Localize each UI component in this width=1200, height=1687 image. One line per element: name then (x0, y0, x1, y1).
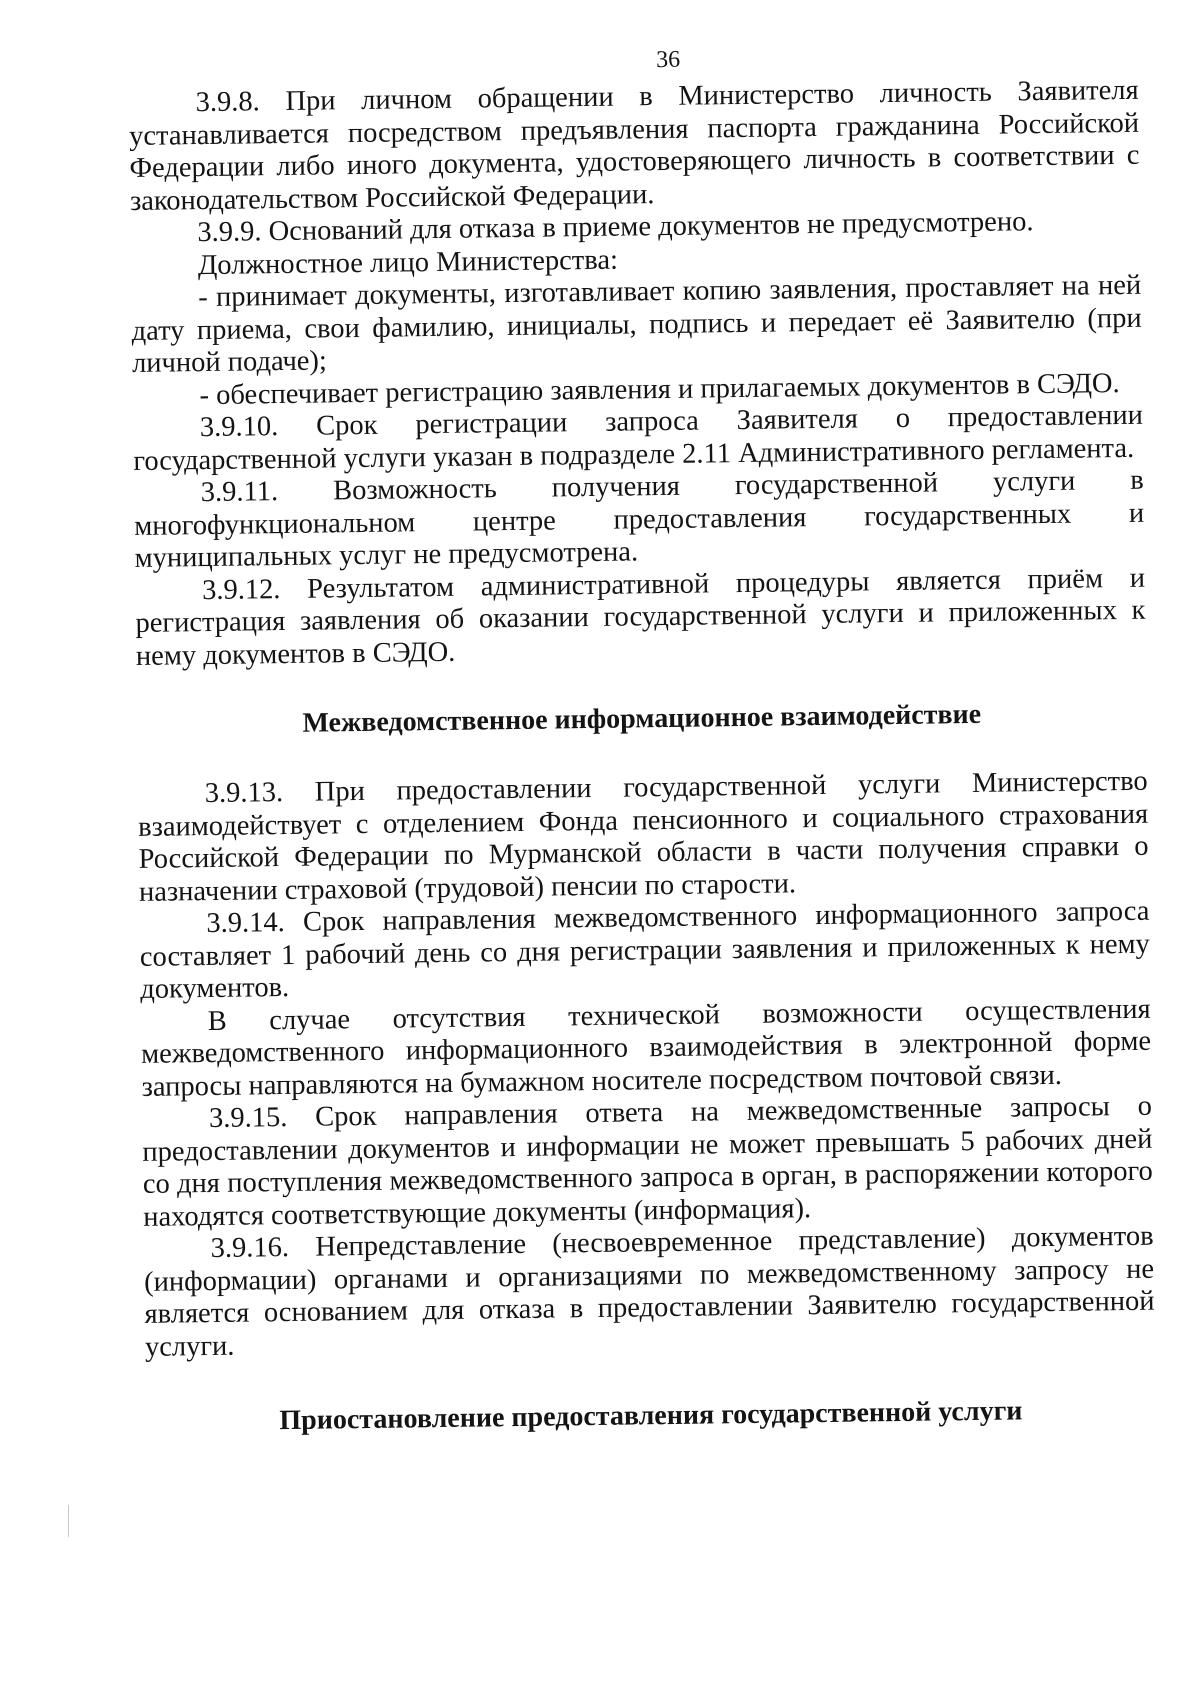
paragraph-official-intro: Должностное лицо Министерства: (197, 244, 619, 281)
paragraph-3-9-12: 3.9.12. Результатом административной процедуры является приём и регистрация заявления об оказании государственной услуги и приложенных к нему документов в СЭДО. (135, 562, 1146, 672)
paragraph-3-9-13: 3.9.13. При предоставлении государственной услуги Министерство взаимодействует с отделением Фонда пенсионного и социального страхования Российской Федерации по Мурманской области в части получения справки о назначении страховой (трудовой) пенсии по старости. (137, 765, 1149, 908)
section-heading-suspension: Приостановление предоставления государственной услуги (279, 1395, 1023, 1437)
paragraph-3-9-9: 3.9.9. Оснований для отказа в приеме документов не предусмотрено. (197, 206, 1034, 249)
paragraph-3-9-10: 3.9.10. Срок регистрации запроса Заявителя о предоставлении государственной услуги указан в подразделе 2.11 Административного регламента. (133, 399, 1144, 477)
paragraph-3-9-15: 3.9.15. Срок направления ответа на межведомственные запросы о предоставлении документов и информации не может превышать 5 рабочих дней со дня поступления межведомственного запроса в орган, в распоряжении которого находятся соответствующие документы (информация). (142, 1090, 1153, 1233)
page-number: 36 (656, 46, 681, 74)
scan-artifact-mark (68, 1505, 69, 1537)
paragraph-3-9-11: 3.9.11. Возможность получения государственной услуги в многофункциональном центре предоставления государственных и муниципальных услуг не предусмотрена. (134, 464, 1145, 574)
section-heading-interagency: Межведомственное информационное взаимодействие (302, 698, 982, 739)
list-item-accept-documents: - принимает документы, изготавливает копию заявления, проставляет на ней дату приема, свои фамилию, инициалы, подпись и передает её Заявителю (при личной подаче); (131, 269, 1142, 379)
paragraph-3-9-14: 3.9.14. Срок направления межведомственного информационного запроса составляет 1 рабочий день со дня регистрации заявления и приложенных к нему документов. (139, 895, 1150, 1005)
paragraph-3-9-16: 3.9.16. Непредставление (несвоевременное представление) документов (информации) органами и организациями по межведомственному запросу не является основанием для отказа в предоставлении Заявителю государственной услуги. (143, 1220, 1155, 1363)
page-content (128, 37, 1156, 1440)
paragraph-no-technical-possibility: В случае отсутствия технической возможности осуществления межведомственного информационного взаимодействия в электронной форме запросы направляются на бумажном носителе посредством почтовой связи. (140, 993, 1152, 1103)
list-item-registration: - обеспечивает регистрацию заявления и прилагаемых документов в СЭДО. (199, 367, 1120, 411)
paragraph-3-9-8: 3.9.8. При личном обращении в Министерство личность Заявителя устанавливается посредством предъявления паспорта гражданина Российской Федерации либо иного документа, удостоверяющего личность в соответствии с законодательством Российской Федерации. (128, 74, 1140, 217)
